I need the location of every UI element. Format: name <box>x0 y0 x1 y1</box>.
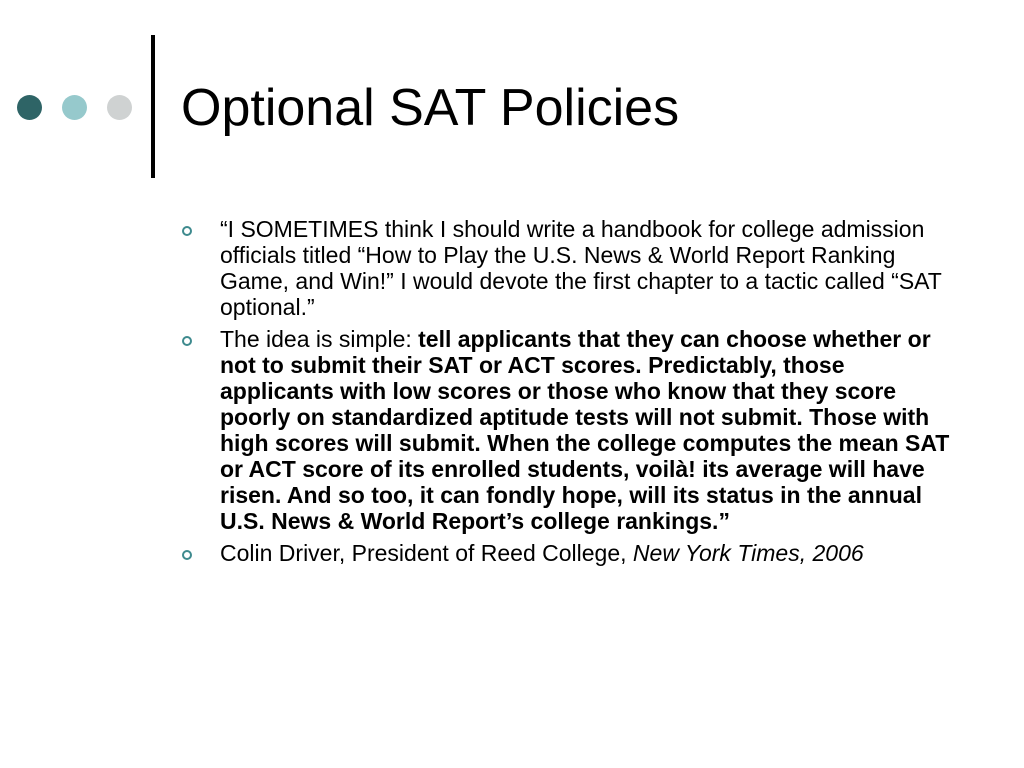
gray-dot-icon <box>107 95 132 120</box>
teal-dot-icon <box>62 95 87 120</box>
bullet-citation-text <box>220 540 864 566</box>
bullet-idea-bold: tell applicants that they can choose whether or not to submit their SAT or ACT scores. Predictably, those applicants with low scores or those who know that they score poorly on standardized aptitude tests will not submit. Those with high scores will submit. When the college computes the mean SAT or ACT score of its enrolled students, voilà! its average will have risen. And so too, it can fondly hope, will its status in the annual U.S. News & World Report’s college rankings.” <box>220 326 950 534</box>
ring-bullet-icon <box>182 336 192 346</box>
citation-source: New York Times, 2006 <box>632 540 864 566</box>
decorative-dots <box>17 95 137 121</box>
bullet-citation <box>180 540 950 566</box>
title-divider <box>151 35 155 178</box>
slide-title: Optional SAT Policies <box>181 79 680 137</box>
citation-author: Colin Driver, President of Reed College, <box>220 540 633 566</box>
bullet-idea-text <box>220 326 949 534</box>
ring-bullet-icon <box>182 550 192 560</box>
ring-bullet-icon <box>182 226 192 236</box>
bullet-idea-lead: The idea is simple: <box>220 326 419 352</box>
bullet-list <box>180 216 950 572</box>
dark-dot-icon <box>17 95 42 120</box>
bullet-quote <box>180 216 950 320</box>
bullet-quote-text: “I SOMETIMES think I should write a handbook for college admission officials titled “How to Play the U.S. News & World Report Ranking Game, and Win!” I would devote the first chapter to a tactic called “SAT optional.” <box>220 216 942 320</box>
bullet-idea <box>180 326 950 534</box>
